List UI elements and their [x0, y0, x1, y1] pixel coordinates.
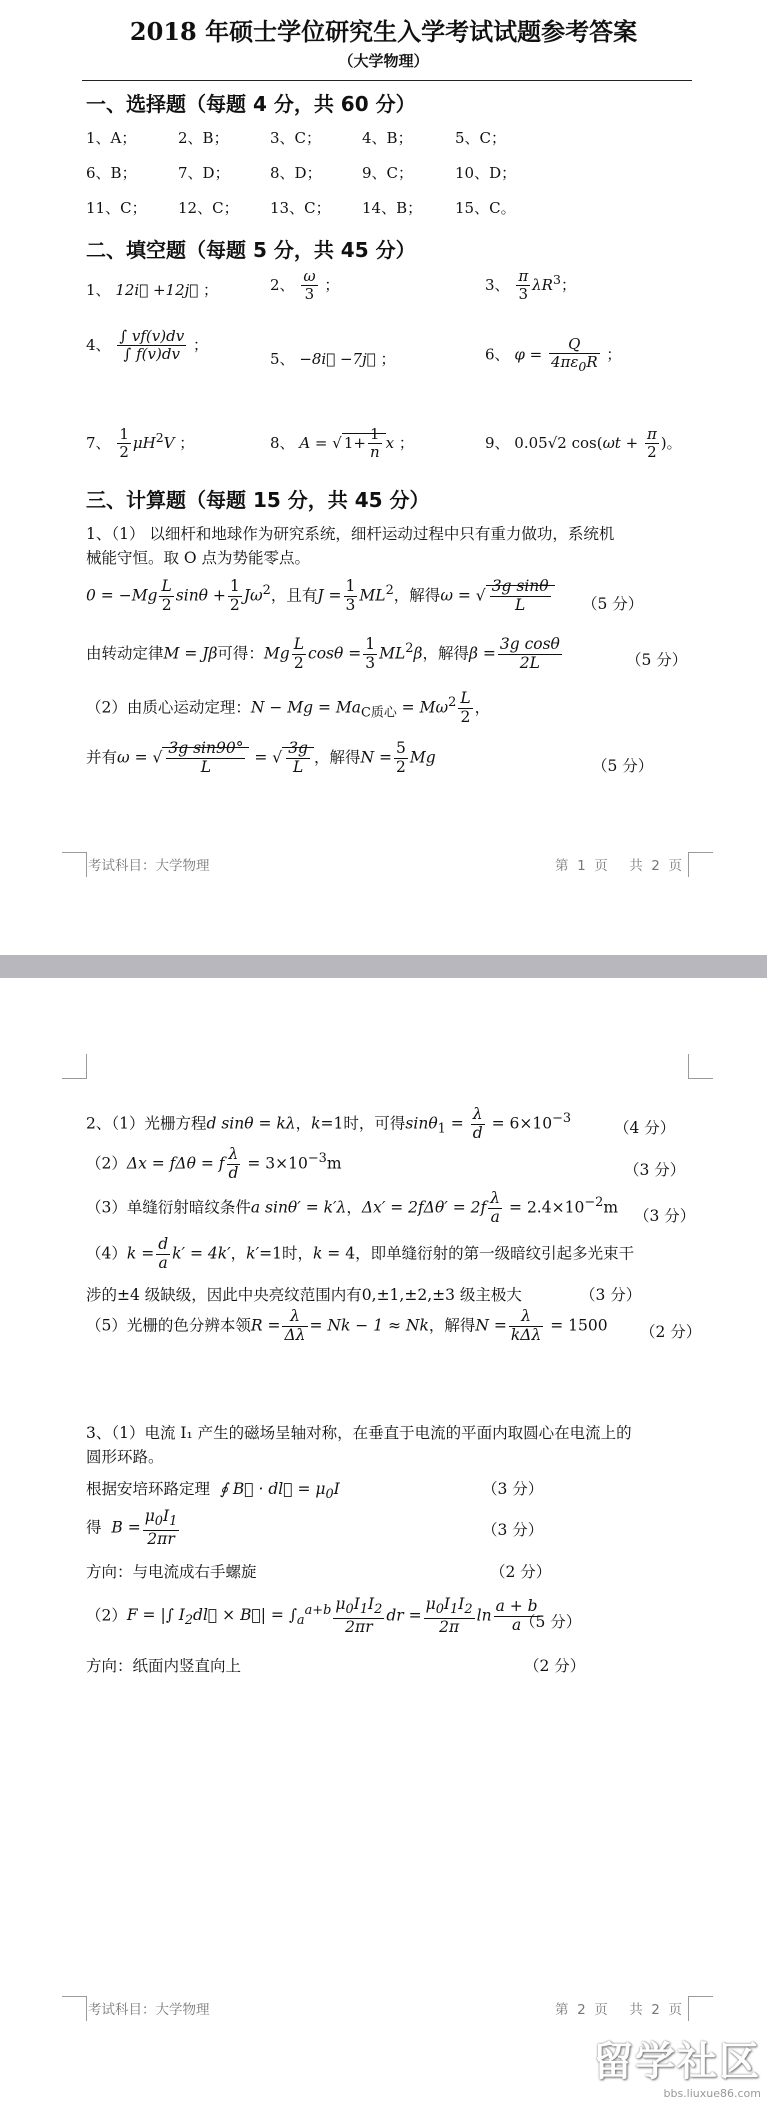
choice-answer: 1、A；: [86, 129, 137, 147]
fill-answer-7: 7、 $\frac{1}{2}$ $\mu H^2V$ ；: [86, 425, 195, 462]
document-page-2: [0, 978, 767, 2108]
score: （2 分）: [524, 1657, 586, 1675]
document-page-1: [0, 0, 767, 955]
page-corner-mark: [688, 1996, 713, 2021]
score: （2 分）: [640, 1323, 702, 1341]
watermark-text: 留学社区: [593, 2039, 761, 2085]
score: （5 分）: [520, 1613, 582, 1631]
score: （5 分）: [626, 651, 688, 669]
q2-line-1: 2、（1）光栅方程d sinθ = kλ，k=1时，可得sinθ$_1$ = $\frac{\lambda}{d}$ = $6\times 10^{-3}$: [86, 1105, 572, 1142]
page-subtitle: （大学物理）: [338, 52, 429, 70]
choice-answer: 2、B；: [178, 129, 229, 147]
fill-answer-6: 6、 φ = $\frac{Q}{4\pi\varepsilon_0R}$ ；: [485, 335, 622, 375]
choice-answer: 4、B；: [362, 129, 413, 147]
fill-answer-8: 8、 A = √ 1+ $\frac{1}{n}$ x ；: [270, 425, 414, 462]
section-1-heading: 一、选择题（每题 4 分，共 60 分）: [86, 92, 416, 116]
footer-page-number: 第 1 页 共 2 页: [555, 858, 682, 874]
page-corner-mark: [688, 852, 713, 877]
score: （2 分）: [490, 1563, 552, 1581]
q3-line-3: 根据安培环路定理 ∮ B⃗ · dl⃗ = $\mu_0I$: [86, 1480, 340, 1503]
page-corner-mark: [688, 1054, 713, 1079]
q2-line-3: （3）单缝衍射暗纹条件a sinθ′ = k′λ，Δx′ = 2fΔθ′ = 2f $\frac{\lambda}{a}$ = $2.4\times 10^{-2}m$: [86, 1189, 619, 1226]
choice-answer: 15、C。: [455, 199, 516, 217]
footer-subject: 考试科目：大学物理: [88, 2002, 210, 2018]
choice-answer: 5、C；: [455, 129, 507, 147]
choice-answer: 8、D；: [270, 164, 322, 182]
choice-answer: 9、C；: [362, 164, 414, 182]
score: （3 分）: [634, 1207, 696, 1225]
centroid-equation: （2）由质心运动定理：$N - Mg = Ma_{C质心} = M\omega^2$ $\frac{L}{2}$ ，: [86, 689, 491, 726]
q3-line-5: 方向：与电流成右手螺旋: [86, 1563, 257, 1581]
watermark-logo: [593, 2030, 761, 2100]
problem-1-text: 械能守恒。取 O 点为势能零点。: [86, 549, 311, 567]
choice-answer: 10、D；: [455, 164, 517, 182]
q2-line-5: 涉的±4 级缺级，因此中央亮纹范围内有0,±1,±2,±3 级主极大: [86, 1286, 522, 1304]
footer-page-number: 第 2 页 共 2 页: [555, 2002, 682, 2018]
q3-line-2: 圆形环路。: [86, 1448, 164, 1466]
page-separator: [0, 955, 767, 978]
score: （3 分）: [580, 1286, 642, 1304]
fill-answer-9: 9、 0.05√2 cos(ωt + $\frac{\pi}{2}$ )。: [485, 425, 682, 462]
choice-answer: 12、C；: [178, 199, 239, 217]
score: （3 分）: [482, 1480, 544, 1498]
result-equation: 并有ω = √ $\frac{\text{3g sin90°}}{L}$ = √ $\frac{3g}{L}$ ，解得N = $\frac{5}{2}$ Mg: [86, 739, 436, 776]
score: （5 分）: [582, 595, 644, 613]
choice-answer: 11、C；: [86, 199, 147, 217]
page-title: 2018 年硕士学位研究生入学考试试题参考答案: [129, 17, 638, 46]
choice-answer: 13、C；: [270, 199, 331, 217]
choice-answer: 14、B；: [362, 199, 423, 217]
problem-1-text: 1、（1） 以细杆和地球作为研究系统，细杆运动过程中只有重力做功，系统机: [86, 525, 615, 543]
score: （3 分）: [624, 1161, 686, 1179]
page-corner-mark: [62, 852, 87, 877]
section-2-heading: 二、填空题（每题 5 分，共 45 分）: [86, 238, 416, 262]
page-corner-mark: [62, 1054, 87, 1079]
section-3-heading: 三、计算题（每题 15 分，共 45 分）: [86, 488, 430, 512]
score: （3 分）: [482, 1521, 544, 1539]
score: （4 分）: [614, 1119, 676, 1137]
q3-line-4: 得 B = $\frac{\mu_0I_1}{2\pi r}$: [86, 1507, 178, 1548]
q3-line-7: 方向：纸面内竖直向上: [86, 1657, 242, 1675]
watermark-url: bbs.liuxue86.com: [663, 2087, 761, 2100]
score: （5 分）: [592, 757, 654, 775]
footer-subject: 考试科目：大学物理: [88, 858, 210, 874]
choice-answer: 3、C；: [270, 129, 322, 147]
page-corner-mark: [62, 1996, 87, 2021]
q2-line-6: （5）光栅的色分辨本领R = $\frac{\lambda}{\Delta\lambda}$ = Nk − 1 ≈ Nk，解得N = $\frac{\lambda}{\text{kΔλ}}$ = 1500: [86, 1307, 608, 1344]
rotation-equation: 由转动定律M = Jβ可得：Mg $\frac{L}{2}$ cosθ = $\frac{1}{3}$ $ML^2\beta$，解得β = $\frac{\text{3g cosθ}}{2L}$: [86, 635, 560, 672]
title-rule: [82, 80, 692, 81]
fill-answer-4: 4、 $\frac{\int vf(v)dv}{\int f(v)dv}$ ；: [86, 327, 208, 364]
fill-answer-2: 2、 $\frac{\omega}{3}$ ；: [270, 267, 340, 304]
fill-answer-5: 5、 −8i⃗ −7j⃗ ；: [270, 350, 396, 368]
fill-answer-3: 3、 $\frac{\pi}{3}$ $\lambda R^3$；: [485, 267, 576, 304]
energy-equation: 0 = −Mg $\frac{L}{2}$ sinθ + $\frac{1}{2}$ $J\omega^2$，且有J = $\frac{1}{3}$ $ML^2$，解得ω = √ $\frac{\text{3g sinθ}}{L}$: [86, 578, 555, 615]
q3-line-6: （2）F = |∫ $I_2dl⃗$ × B⃗| = $\int_a^{a+b}$ $\frac{\mu_0I_1I_2}{2\pi r}$ dr = $\frac{\mu_0I_1I_2}{2\pi}$ ln $\frac{a + b}{a}$: [86, 1595, 538, 1636]
choice-answer: 7、D；: [178, 164, 230, 182]
q3-line-1: 3、（1）电流 I₁ 产生的磁场呈轴对称，在垂直于电流的平面内取圆心在电流上的: [86, 1424, 632, 1442]
q2-line-2: （2）Δx = fΔθ = f $\frac{\lambda}{d}$ = $3\times 10^{-3}m$: [86, 1145, 342, 1182]
fill-answer-1: 1、 12i⃗ +12j⃗ ；: [86, 281, 219, 299]
q2-line-4: （4）k = $\frac{d}{a}$ k′ = 4k′，k′=1时，k = 4，即单缝衍射的第一级暗纹引起多光束干: [86, 1235, 635, 1272]
choice-answer: 6、B；: [86, 164, 137, 182]
